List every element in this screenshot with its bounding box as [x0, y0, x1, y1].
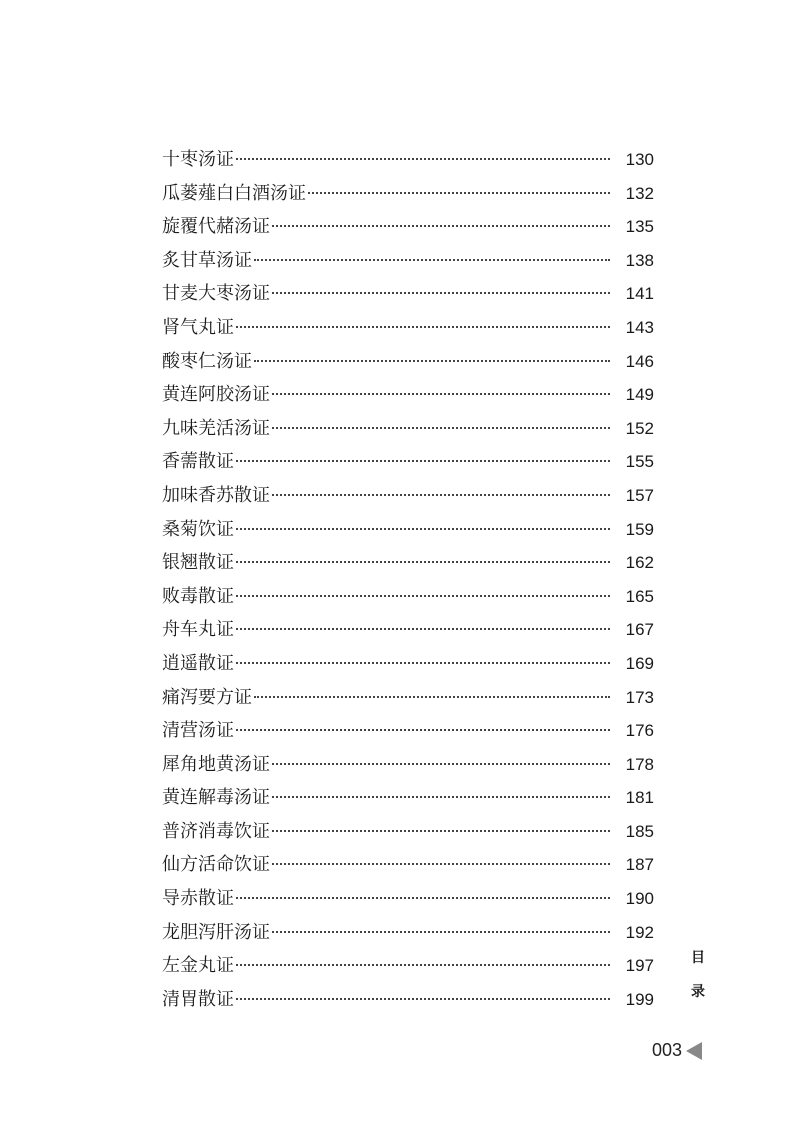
toc-entry-page: 169 [625, 653, 654, 673]
dot-leader [272, 931, 610, 933]
toc-entry[interactable] [162, 781, 654, 815]
toc-entry-page: 199 [625, 989, 654, 1009]
toc-entry-page: 190 [625, 889, 654, 909]
toc-entry-title: 加味香苏散证 [162, 484, 270, 506]
toc-entry-page: 146 [625, 351, 654, 371]
toc-entry-page: 181 [625, 788, 654, 808]
toc-entry[interactable] [162, 445, 654, 479]
toc-entry[interactable] [162, 479, 654, 513]
dot-leader [272, 225, 610, 227]
toc-entry-page: 165 [625, 586, 654, 606]
toc-entry-title: 甘麦大枣汤证 [162, 283, 270, 305]
toc-entry-page: 138 [625, 250, 654, 270]
dot-leader [236, 158, 610, 160]
toc-entry[interactable] [162, 681, 654, 715]
toc-entry-title: 酸枣仁汤证 [162, 350, 252, 372]
dot-leader [272, 393, 610, 395]
toc-entry[interactable] [162, 277, 654, 311]
toc-entry[interactable] [162, 983, 654, 1017]
toc-entry-page: 143 [625, 317, 654, 337]
toc-entry[interactable] [162, 815, 654, 849]
toc-entry-title: 旋覆代赭汤证 [162, 216, 270, 238]
toc-entry-title: 香薷散证 [162, 451, 234, 473]
toc-entry-page: 135 [625, 217, 654, 237]
dot-leader [236, 998, 610, 1000]
toc-entry-title: 普济消毒饮证 [162, 820, 270, 842]
dot-leader [236, 326, 610, 328]
toc-entry-title: 黄连解毒汤证 [162, 787, 270, 809]
dot-leader [272, 292, 610, 294]
dot-leader [272, 863, 610, 865]
dot-leader [236, 595, 610, 597]
dot-leader [272, 830, 610, 832]
toc-entry-title: 桑菊饮证 [162, 518, 234, 540]
toc-entry-page: 149 [625, 385, 654, 405]
toc-entry[interactable] [162, 546, 654, 580]
toc-entry-page: 197 [625, 956, 654, 976]
toc-entry-title: 九味羌活汤证 [162, 417, 270, 439]
toc-entry[interactable] [162, 378, 654, 412]
toc-entry-title: 左金丸证 [162, 955, 234, 977]
toc-entry-page: 176 [625, 721, 654, 741]
toc-entry[interactable] [162, 748, 654, 782]
toc-entry[interactable] [162, 714, 654, 748]
toc-entry-page: 173 [625, 687, 654, 707]
toc-entry-page: 130 [625, 150, 654, 169]
toc-entry[interactable] [162, 647, 654, 681]
side-label-char: 目 [691, 950, 705, 966]
dot-leader [236, 628, 610, 630]
table-of-contents [162, 143, 654, 1016]
page-number: 003 [652, 1040, 683, 1060]
dot-leader [254, 259, 610, 261]
dot-leader [236, 897, 610, 899]
toc-entry-title: 逍遥散证 [162, 652, 234, 674]
toc-entry-title: 导赤散证 [162, 888, 234, 910]
dot-leader [254, 360, 610, 362]
toc-entry[interactable] [162, 143, 654, 177]
dot-leader [272, 427, 610, 429]
toc-entry-title: 犀角地黄汤证 [162, 753, 270, 775]
toc-entry-title: 龙胆泻肝汤证 [162, 921, 270, 943]
toc-entry[interactable] [162, 949, 654, 983]
toc-entry[interactable] [162, 613, 654, 647]
toc-entry-title: 肾气丸证 [162, 316, 234, 338]
toc-entry[interactable] [162, 244, 654, 278]
left-triangle-icon [686, 1042, 702, 1060]
toc-entry-page: 192 [625, 922, 654, 942]
dot-leader [236, 662, 610, 664]
toc-entry-page: 167 [625, 620, 654, 640]
toc-entry[interactable] [162, 580, 654, 614]
toc-entry-title: 清胃散证 [162, 988, 234, 1010]
page-folio [652, 1040, 702, 1061]
toc-entry-title: 十枣汤证 [162, 149, 234, 170]
dot-leader [308, 192, 610, 194]
dot-leader [272, 763, 610, 765]
dot-leader [236, 460, 610, 462]
toc-entry[interactable] [162, 345, 654, 379]
toc-entry[interactable] [162, 210, 654, 244]
dot-leader [236, 561, 610, 563]
dot-leader [236, 729, 610, 731]
toc-entry-page: 178 [625, 754, 654, 774]
dot-leader [254, 696, 610, 698]
toc-entry-page: 162 [625, 553, 654, 573]
toc-entry-title: 瓜蒌薤白白酒汤证 [162, 182, 306, 204]
toc-entry-title: 败毒散证 [162, 585, 234, 607]
toc-entry-page: 185 [625, 821, 654, 841]
toc-entry-page: 157 [625, 485, 654, 505]
toc-entry-page: 132 [625, 183, 654, 203]
toc-entry-page: 159 [625, 519, 654, 539]
toc-entry-page: 141 [625, 284, 654, 304]
toc-entry-title: 痛泻要方证 [162, 686, 252, 708]
toc-entry-title: 炙甘草汤证 [162, 249, 252, 271]
toc-entry-title: 银翘散证 [162, 552, 234, 574]
toc-entry-title: 舟车丸证 [162, 619, 234, 641]
dot-leader [272, 796, 610, 798]
toc-entry-page: 187 [625, 855, 654, 875]
toc-entry-page: 155 [625, 452, 654, 472]
toc-entry[interactable] [162, 513, 654, 547]
toc-entry-title: 清营汤证 [162, 720, 234, 742]
toc-entry[interactable] [162, 311, 654, 345]
dot-leader [236, 964, 610, 966]
toc-entry[interactable] [162, 916, 654, 950]
toc-entry[interactable] [162, 848, 654, 882]
toc-entry[interactable] [162, 177, 654, 211]
section-side-label [686, 946, 710, 1014]
dot-leader [272, 494, 610, 496]
toc-entry-title: 黄连阿胶汤证 [162, 384, 270, 406]
side-label-char: 录 [691, 984, 705, 1000]
toc-entry[interactable] [162, 882, 654, 916]
toc-entry[interactable] [162, 412, 654, 446]
dot-leader [236, 528, 610, 530]
toc-entry-title: 仙方活命饮证 [162, 854, 270, 876]
toc-entry-page: 152 [625, 418, 654, 438]
